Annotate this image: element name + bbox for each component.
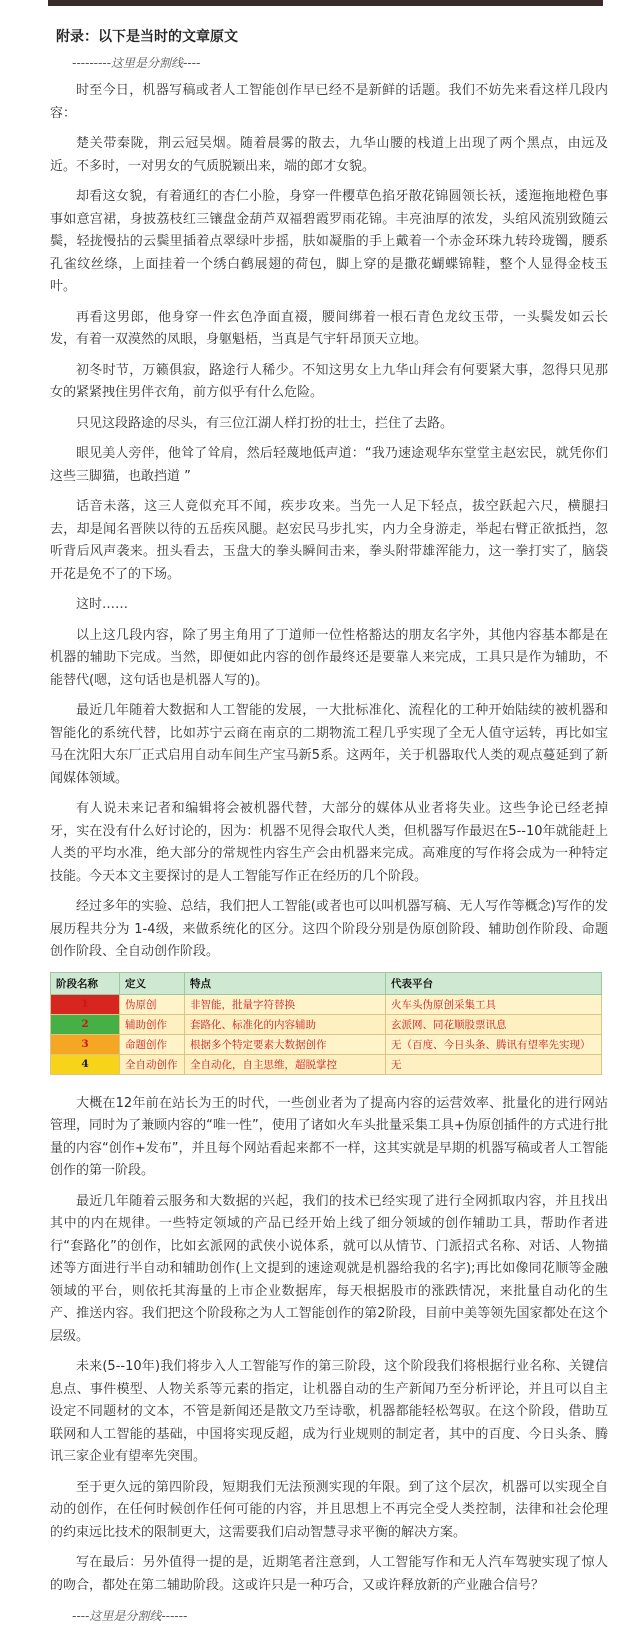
article-paragraph: 话音未落，这三人竟似充耳不闻，疾步攻来。当先一人足下轻点，拔空跃起六尺，横腿扫去，却是闻名晋陕以待的五岳疾风腿。赵宏民马步扎实，内力全身游走，举起右臂正欲抵挡，忽听背后风声袭来。扭头看去，玉盘大的拳头瞬间击来，拳头附带雄浑能力，这一拳打实了，脑袋开花是免不了的下场。 <box>50 499 608 582</box>
article-paragraph: 楚关带秦陇，荆云冠吴烟。随着晨雾的散去，九华山腰的栈道上出现了两个黑点，由远及近。不多时，一对男女的气质脱颖出来，端的郎才女貌。 <box>50 136 608 174</box>
stage-platform: 无 <box>386 1054 602 1074</box>
stage-table-header: 定义 <box>120 972 185 994</box>
stage-table-row <box>51 1034 602 1054</box>
stage-number: 1 <box>51 994 120 1014</box>
top-image-edge <box>48 0 603 6</box>
article-paragraph: 这时…… <box>76 597 129 612</box>
stage-table-header: 特点 <box>185 972 386 994</box>
intro-paragraphs <box>50 80 608 964</box>
article-paragraph: 至于更久远的第四阶段，短期我们无法预测实现的年限。到了这个层次，机器可以实现全自动的创作，在任何时候创作任何可能的内容，并且思想上不再完全受人类控制，法律和社会伦理的约束远比技术的限制更大，这需要我们启动智慧寻求平衡的解决方案。 <box>50 1479 608 1540</box>
article-paragraph: 未来(5--10年)我们将步入人工智能写作的第三阶段，这个阶段我们将根据行业名称、关键信息点、事件模型、人物关系等元素的指定，让机器自动的生产新闻乃至分析评论，并且可以自主设定不同题材的文本，不管是新闻还是散文乃至诗歌，机器都能轻松驾驭。在这个阶段，借助互联网和人工智能的基础，中国将实现反超，成为行业规则的制定者，其中的百度、今日头条、腾讯三家企业有望率先突围。 <box>50 1359 608 1464</box>
divider-line-top: ---------这里是分割线---- <box>72 56 201 70</box>
stage-feature: 根据多个特定要素大数据创作 <box>185 1034 386 1054</box>
article-paragraph: 大概在12年前在站长为王的时代，一些创业者为了提高内容的运营效率、批量化的进行网站管理，同时为了兼顾内容的“唯一性”，使用了诸如火车头批量采集工具+伪原创插件的方式进行批量的内容“创作+发布”，并且每个网站看起来都不一样，这其实就是早期的机器写稿或者人工智能创作的第一阶段。 <box>50 1095 608 1178</box>
article-paragraph: 再看这男郎，他身穿一件玄色净面直裰，腰间绑着一根石青色龙纹玉带，一头鬓发如云长发，有着一双漠然的凤眼，身躯魁梧，当真是气宇轩昂顶天立地。 <box>50 309 608 347</box>
stage-table-header: 阶段名称 <box>51 972 120 994</box>
article-body <box>50 26 608 1633</box>
stage-number: 4 <box>51 1054 120 1074</box>
stage-number: 3 <box>51 1034 120 1054</box>
stage-definition: 全自动创作 <box>120 1054 185 1074</box>
stage-feature: 全自动化，自主思维，超脱掌控 <box>185 1054 386 1074</box>
stage-table <box>50 972 602 1075</box>
stage-platform: 玄派网、同花顺股票讯息 <box>386 1014 602 1034</box>
stage-platform: 火车头伪原创采集工具 <box>386 994 602 1014</box>
article-paragraph: 经过多年的实验、总结，我们把人工智能(或者也可以叫机器写稿、无人写作等概念)写作的发展历程共分为 1-4级，来做系统化的区分。这四个阶段分别是伪原创阶段、辅助创作阶段、命题创作阶段、全自动创作阶段。 <box>50 899 608 959</box>
stage-number: 2 <box>51 1014 120 1034</box>
stage-table-row <box>51 1014 602 1034</box>
article-paragraph: 只见这段路途的尽头，有三位江湖人样打扮的壮士，拦住了去路。 <box>76 415 454 431</box>
article-paragraph: 以上这几段内容，除了男主角用了丁道师一位性格豁达的朋友名字外，其他内容基本都是在机器的辅助下完成。当然，即便如此内容的创作最终还是要靠人来完成，工具只是作为辅助，不能替代(嗯，这句话也是机器人写的)。 <box>50 627 608 688</box>
article-paragraph: 最近几年随着大数据和人工智能的发展，一大批标准化、流程化的工种开始陆续的被机器和智能化的系统代替，比如苏宁云商在南京的二期物流工程几乎实现了全无人值守运转，再比如宝马在沈阳大东厂正式启用自动车间生产宝马新5系。这两年，关于机器取代人类的观点蔓延到了新闻媒体领域。 <box>50 703 608 786</box>
article-paragraph: 最近几年随着云服务和大数据的兴起，我们的技术已经实现了进行全网抓取内容，并且找出其中的内在规律。一些特定领域的产品已经开始上线了细分领域的创作辅助工具，帮助作者进行“套路化”的创作，比如玄派网的武侠小说体系，就可以从情节、门派招式名称、对话、人物描述等方面进行半自动和辅助创作(上文提到的速途观就是机器给我的名字);再比如像同花顺等金融领域的平台，则依托其海量的上市企业数据库，每天根据股市的涨跌情况，来批量自动化的生产、推送内容。我们把这个阶段称之为人工智能创作的第2阶段，目前中美等领先国家都处在这个层级。 <box>50 1193 608 1344</box>
article-paragraph: 却看这女貌，有着通红的杏仁小脸，身穿一件樱草色掐牙散花锦圆领长袄，逶迤拖地橙色事事如意宫裙，身披荔枝红三镶盘金葫芦双福碧霞罗雨花锦。丰亮油厚的浓发，头绾风流别致随云鬓，轻拢慢拈的云鬓里插着点翠绿叶步摇，肤如凝脂的手上戴着一个赤金环珠九转玲珑镯，腰系孔雀纹丝绦，上面挂着一个绣白鹤展翅的荷包，脚上穿的是撒花蝴蝶锦鞋，整个人显得金枝玉叶。 <box>50 189 608 294</box>
article-paragraph: 眼见美人旁伴，他耸了耸肩，然后轻蔑地低声道：“我乃速途观华东堂堂主赵宏民，就凭你们这些三脚猫，也敢挡道 ” <box>50 446 608 484</box>
outro-paragraphs <box>50 1093 608 1598</box>
stage-platform: 无（百度、今日头条、腾讯有望率先实现） <box>386 1034 602 1054</box>
stage-feature: 套路化、标准化的内容辅助 <box>185 1014 386 1034</box>
stage-table-row <box>51 1054 602 1074</box>
article-paragraph: 初冬时节，万籁俱寂，路途行人稀少。不知这男女上九华山拜会有何要紧大事，忽得只见那女的紧紧拽住男伴衣角，前方似乎有什么危险。 <box>50 362 608 400</box>
stage-definition: 命题创作 <box>120 1034 185 1054</box>
stage-table-header: 代表平台 <box>386 972 602 994</box>
stage-definition: 伪原创 <box>120 994 185 1014</box>
divider-line-bottom: ----这里是分割线------ <box>72 1609 188 1623</box>
article-paragraph: 时至今日，机器写稿或者人工智能创作早已经不是新鲜的话题。我们不妨先来看这样几段内容： <box>50 83 608 121</box>
article-paragraph: 写在最后：另外值得一提的是，近期笔者注意到，人工智能写作和无人汽车驾驶实现了惊人的吻合，都处在第二辅助阶段。这或许只是一种巧合，又或许释放新的产业融合信号？ <box>50 1555 608 1593</box>
stage-table-row <box>51 994 602 1014</box>
article-paragraph: 有人说未来记者和编辑将会被机器代替，大部分的媒体从业者将失业。这些争论已经老掉牙，实在没有什么好讨论的，因为：机器不见得会取代人类，但机器写作最迟在5--10年就能赶上人类的平均水准，绝大部分的常规性内容生产会由机器来完成。高难度的写作将会成为一种特定技能。今天本文主要探讨的是人工智能写作正在经历的几个阶段。 <box>50 801 608 884</box>
stage-definition: 辅助创作 <box>120 1014 185 1034</box>
stage-feature: 非智能，批量字符替换 <box>185 994 386 1014</box>
appendix-heading: 附录：以下是当时的文章原文 <box>56 29 238 45</box>
stage-table-header-row <box>51 972 602 994</box>
